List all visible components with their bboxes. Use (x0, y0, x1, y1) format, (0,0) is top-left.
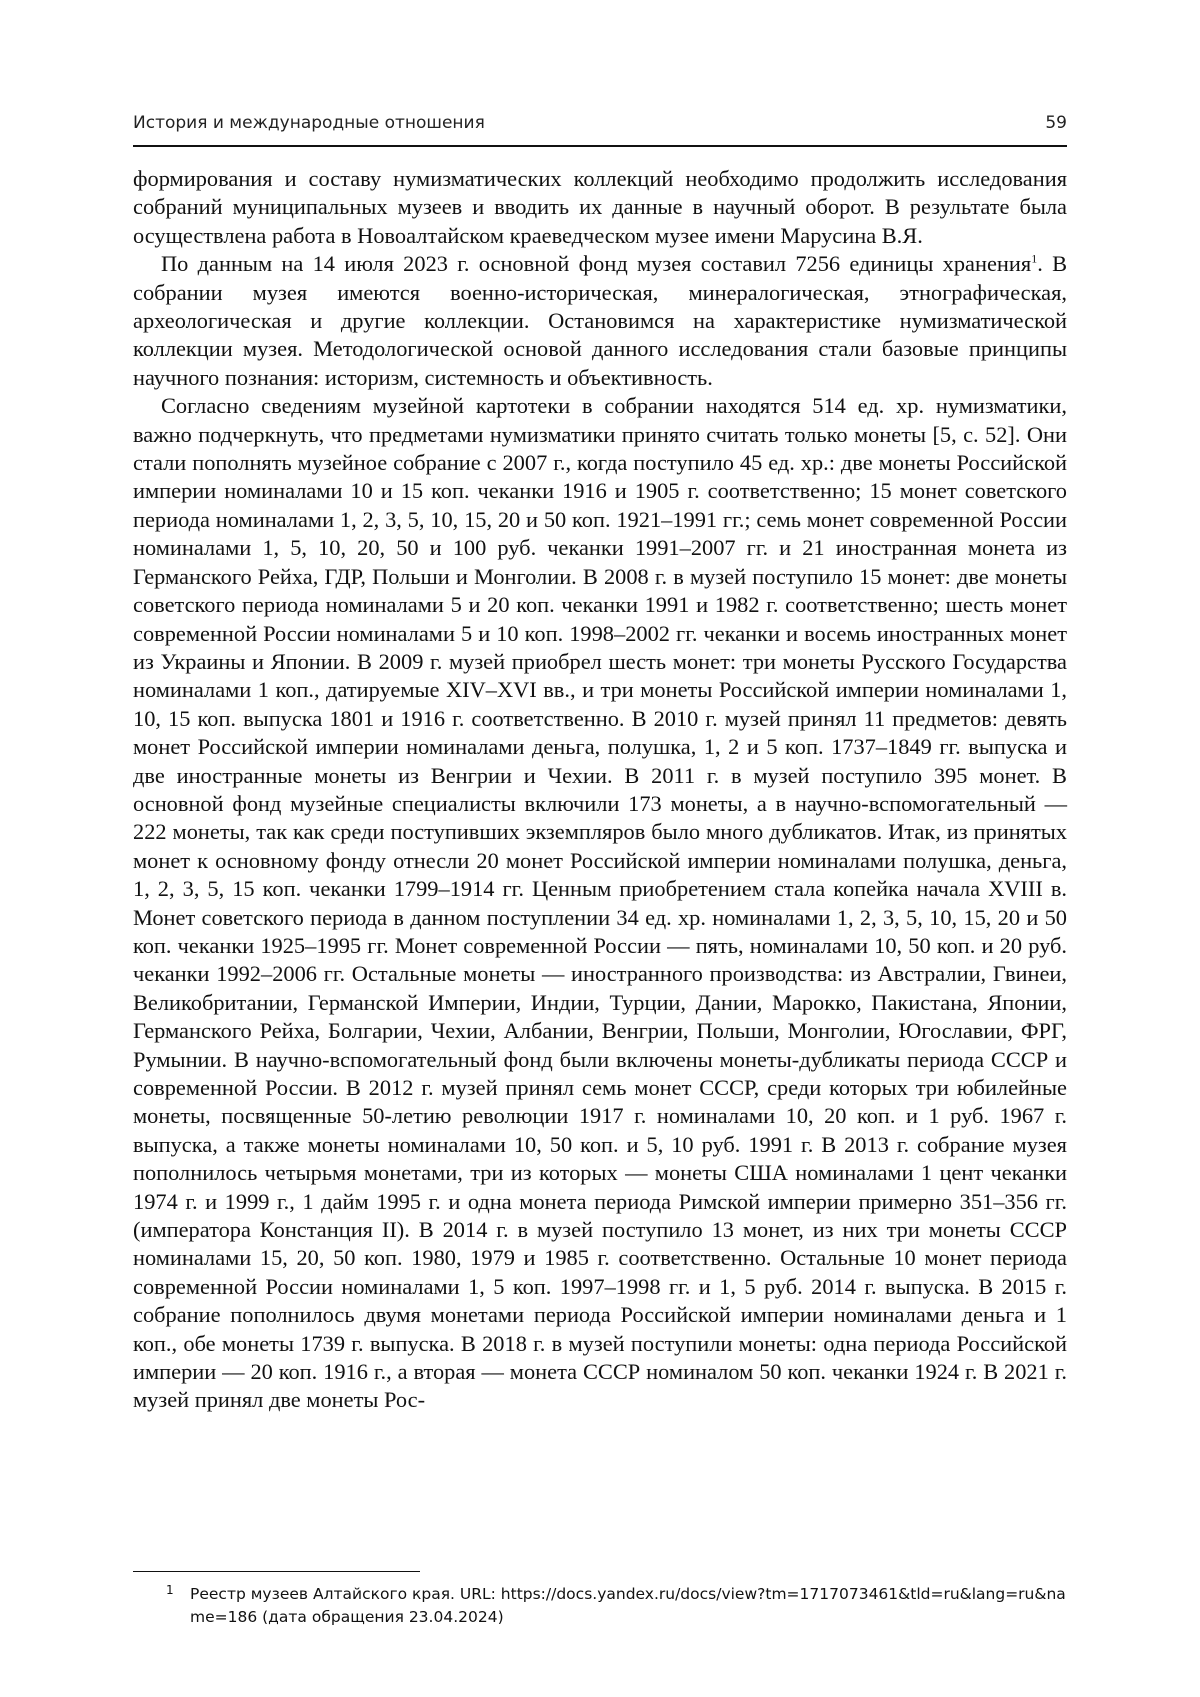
document-page (0, 0, 1200, 1697)
paragraph-2: По данным на 14 июля 2023 г. основной фонд музея составил 7256 единицы хранения1. В собрании музея имеются военно-историческая, минералогическая, этнографическая, археологическая и другие коллекции. Остановимся на характеристике нумизматической коллекции музея. Методологической основой данного исследования стали базовые принципы научного познания: историзм, системность и объективность. (133, 250, 1067, 392)
footnote (166, 1583, 1066, 1629)
footnote-rule (133, 1571, 420, 1572)
paragraph-3: Согласно сведениям музейной картотеки в собрании находятся 514 ед. хр. нумизматики, важно подчеркнуть, что предметами нумизматики принято считать только монеты [5, с. 52]. Они стали пополнять музейное собрание с 2007 г., когда поступило 45 ед. хр.: две монеты Российской империи номиналами 10 и 15 коп. чеканки 1916 и 1905 г. соответственно; 15 монет советского периода номиналами 1, 2, 3, 5, 10, 15, 20 и 50 коп. 1921–1991 гг.; семь монет современной России номиналами 1, 5, 10, 20, 50 и 100 руб. чеканки 1991–2007 гг. и 21 иностранная монета из Германского Рейха, ГДР, Польши и Монголии. В 2008 г. в музей поступило 15 монет: две монеты советского периода номиналами 5 и 20 коп. чеканки 1991 и 1982 г. соответственно; шесть монет современной России номиналами 5 и 10 коп. 1998–2002 гг. чеканки и восемь иностранных монет из Украины и Японии. В 2009 г. музей приобрел шесть монет: три монеты Русского Государства номиналами 1 коп., датируемые XIV–XVI вв., и три монеты Российской империи номиналами 1, 10, 15 коп. выпуска 1801 и 1916 г. соответственно. В 2010 г. музей принял 11 предметов: девять монет Российской империи номиналами деньга, полушка, 1, 2 и 5 коп. 1737–1849 гг. выпуска и две иностранные монеты из Венгрии и Чехии. В 2011 г. в музей поступило 395 монет. В основной фонд музейные специалисты включили 173 монеты, а в научно-вспомогательный — 222 монеты, так как среди поступивших экземпляров было много дубликатов. Итак, из принятых монет к основному фонду отнесли 20 монет Российской империи номиналами полушка, деньга, 1, 2, 3, 5, 15 коп. чеканки 1799–1914 гг. Ценным приобретением стала копейка начала XVIII в. Монет советского периода в данном поступлении 34 ед. хр. номиналами 1, 2, 3, 5, 10, 15, 20 и 50 коп. чеканки 1925–1995 гг. Монет современной России — пять, номиналами 10, 50 коп. и 20 руб. чеканки 1992–2006 гг. Остальные монеты — иностранного производства: из Австралии, Гвинеи, Великобритании, Германской Империи, Индии, Турции, Дании, Марокко, Пакистана, Японии, Германского Рейха, Болгарии, Чехии, Албании, Венгрии, Польши, Монголии, Югославии, ФРГ, Румынии. В научно-вспомогательный фонд были включены монеты-дубликаты периода СССР и современной России. В 2012 г. музей принял семь монет СССР, среди которых три юбилейные монеты, посвященные 50-летию революции 1917 г. номиналами 10, 20 коп. и 1 руб. 1967 г. выпуска, а также монеты номиналами 10, 50 коп. и 5, 10 руб. 1991 г. В 2013 г. собрание музея пополнилось четырьмя монетами, три из которых — монеты США номиналами 1 цент чеканки 1974 г. и 1999 г., 1 дайм 1995 г. и одна монета периода Римской империи примерно 351–356 гг. (императора Констанция II). В 2014 г. в музей поступило 13 монет, из них три монеты СССР номиналами 15, 20, 50 коп. 1980, 1979 и 1985 г. соответственно. Остальные 10 монет периода современной России номиналами 1, 5 коп. 1997–1998 гг. и 1, 5 руб. 2014 г. выпуска. В 2015 г. собрание пополнилось двумя монетами периода Российской империи номиналами деньга и 1 коп., обе монеты 1739 г. выпуска. В 2018 г. в музей поступили монеты: одна периода Российской империи — 20 коп. 1916 г., а вторая — монета СССР номиналом 50 коп. чеканки 1924 г. В 2021 г. музей принял две монеты Рос- (133, 392, 1067, 1415)
header-rule (133, 145, 1067, 147)
paragraph-2-rest: В собрании музея имеются военно-историческая, минералогическая, этнографическая, археологическая и другие коллекции. Остановимся на характеристике нумизматической коллекции музея. Методологической основой данного исследования стали базовые принципы научного познания: историзм, системность и объективность. (133, 251, 1067, 390)
paragraph-1: формирования и составу нумизматических коллекций необходимо продолжить исследования собраний муниципальных музеев и вводить их данные в научный оборот. В результате была осуществлена работа в Новоалтайском краеведческом музее имени Марусина В.Я. (133, 165, 1067, 250)
footnote-reference[interactable]: 1 (1031, 252, 1037, 266)
article-body (133, 165, 1067, 1415)
running-header-title: История и международные отношения (133, 113, 485, 133)
footnote-text: Реестр музеев Алтайского края. URL: https://docs.yandex.ru/docs/view?tm=1717073461&tld=ru&lang=ru&name=186 (дата обращения 23.04.2024) (190, 1583, 1066, 1629)
paragraph-2-lead: По данным на 14 июля 2023 г. основной фонд музея составил 7256 единицы хранения (161, 251, 1031, 276)
footnote-mark: 1 (166, 1579, 174, 1602)
page-number: 59 (1045, 113, 1067, 133)
